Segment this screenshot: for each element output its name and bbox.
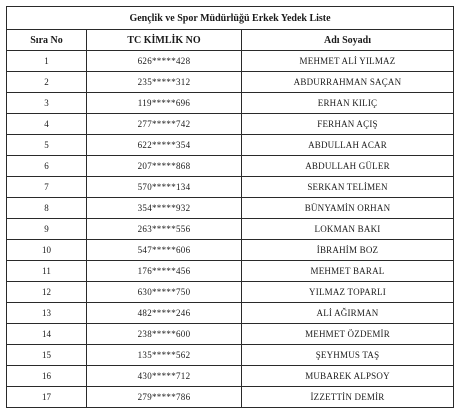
tc-number-cell: 626*****428 [87,51,242,72]
tc-number-cell: 279*****786 [87,387,242,408]
row-number-cell: 2 [7,72,87,93]
table-row [7,156,454,177]
table-row [7,324,454,345]
table-row [7,366,454,387]
table-row [7,303,454,324]
tc-number-cell: 263*****556 [87,219,242,240]
full-name-cell: ABDURRAHMAN SAÇAN [242,72,454,93]
full-name-cell: İBRAHİM BOZ [242,240,454,261]
tc-number-cell: 235*****312 [87,72,242,93]
table-row [7,345,454,366]
table-row [7,93,454,114]
full-name-cell: YILMAZ TOPARLI [242,282,454,303]
column-header-row [7,30,454,51]
full-name-cell: FERHAN AÇIŞ [242,114,454,135]
full-name-cell: ALİ AĞIRMAN [242,303,454,324]
row-number-cell: 3 [7,93,87,114]
row-number-cell: 16 [7,366,87,387]
table-row [7,135,454,156]
table-row [7,51,454,72]
title-row [7,7,454,30]
tc-number-cell: 176*****456 [87,261,242,282]
table-row [7,387,454,408]
tc-number-cell: 135*****562 [87,345,242,366]
tc-number-cell: 238*****600 [87,324,242,345]
column-header-tc: TC KİMLİK NO [87,30,242,51]
full-name-cell: LOKMAN BAKI [242,219,454,240]
full-name-cell: MUBAREK ALPSOY [242,366,454,387]
tc-number-cell: 354*****932 [87,198,242,219]
tc-number-cell: 119*****696 [87,93,242,114]
full-name-cell: MEHMET ALİ YILMAZ [242,51,454,72]
full-name-cell: BÜNYAMİN ORHAN [242,198,454,219]
row-number-cell: 6 [7,156,87,177]
full-name-cell: ABDULLAH GÜLER [242,156,454,177]
table-row [7,198,454,219]
row-number-cell: 10 [7,240,87,261]
table-row [7,72,454,93]
column-header-no: Sıra No [7,30,87,51]
row-number-cell: 9 [7,219,87,240]
tc-number-cell: 482*****246 [87,303,242,324]
full-name-cell: ERHAN KILIÇ [242,93,454,114]
full-name-cell: MEHMET ÖZDEMİR [242,324,454,345]
tc-number-cell: 547*****606 [87,240,242,261]
row-number-cell: 5 [7,135,87,156]
row-number-cell: 11 [7,261,87,282]
tc-number-cell: 430*****712 [87,366,242,387]
row-number-cell: 7 [7,177,87,198]
tc-number-cell: 630*****750 [87,282,242,303]
tc-number-cell: 207*****868 [87,156,242,177]
table-row [7,177,454,198]
row-number-cell: 17 [7,387,87,408]
full-name-cell: SERKAN TELİMEN [242,177,454,198]
row-number-cell: 15 [7,345,87,366]
row-number-cell: 14 [7,324,87,345]
full-name-cell: İZZETTİN DEMİR [242,387,454,408]
table-row [7,114,454,135]
row-number-cell: 13 [7,303,87,324]
tc-number-cell: 570*****134 [87,177,242,198]
document-title: Gençlik ve Spor Müdürlüğü Erkek Yedek Liste [7,7,454,30]
tc-number-cell: 622*****354 [87,135,242,156]
table-row [7,282,454,303]
column-header-name: Adı Soyadı [242,30,454,51]
full-name-cell: MEHMET BARAL [242,261,454,282]
full-name-cell: ABDULLAH ACAR [242,135,454,156]
reserve-list-document [6,6,453,404]
row-number-cell: 1 [7,51,87,72]
full-name-cell: ŞEYHMUS TAŞ [242,345,454,366]
table-row [7,261,454,282]
row-number-cell: 8 [7,198,87,219]
row-number-cell: 12 [7,282,87,303]
tc-number-cell: 277*****742 [87,114,242,135]
row-number-cell: 4 [7,114,87,135]
table-row [7,240,454,261]
reserve-list-table [6,6,454,408]
table-row [7,219,454,240]
